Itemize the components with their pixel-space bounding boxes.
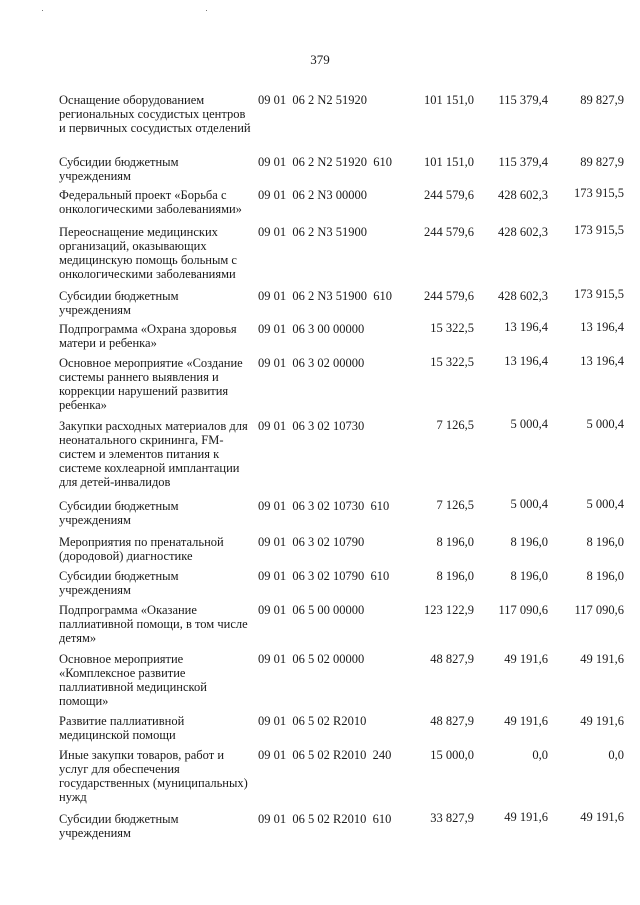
- row-code: 09 01 06 2 N3 51900: [258, 225, 368, 239]
- row-value-1: 8 196,0: [436, 535, 474, 549]
- row-name: Оснащение оборудованием региональных сосудистых центров и первичных сосудистых отделений: [59, 93, 251, 135]
- row-name: Субсидии бюджетным учреждениям: [59, 812, 179, 840]
- row-value-1: 123 122,9: [424, 603, 474, 617]
- row-name: Переоснащение медицинских организаций, оказывающих медицинскую помощь больным с онкологическими заболеваниями: [59, 225, 237, 281]
- row-code: 09 01 06 3 02 00000: [258, 356, 365, 370]
- row-value-2: 115 379,4: [498, 155, 548, 169]
- row-value-3: 5 000,4: [586, 497, 624, 511]
- row-value-1: 101 151,0: [424, 155, 474, 169]
- row-value-1: 15 322,5: [430, 321, 474, 335]
- row-code: 09 01 06 2 N3 51900 610: [258, 289, 393, 303]
- row-name: Подпрограмма «Охрана здоровья матери и ребенка»: [59, 322, 237, 350]
- row-value-1: 8 196,0: [436, 569, 474, 583]
- row-code: 09 01 06 5 02 R2010 240: [258, 748, 392, 762]
- row-value-2: 0,0: [532, 748, 548, 762]
- row-value-3: 89 827,9: [580, 93, 624, 107]
- row-code: 09 01 06 5 00 00000: [258, 603, 365, 617]
- row-code: 09 01 06 2 N3 00000: [258, 188, 368, 202]
- row-value-1: 244 579,6: [424, 289, 474, 303]
- row-name: Основное мероприятие «Комплексное развитие паллиативной медицинской помощи»: [59, 652, 207, 708]
- row-value-1: 33 827,9: [430, 811, 474, 825]
- row-value-2: 13 196,4: [504, 354, 548, 368]
- row-code: 09 01 06 3 02 10730 610: [258, 499, 390, 513]
- row-code: 09 01 06 3 00 00000: [258, 322, 365, 336]
- row-value-1: 7 126,5: [436, 498, 474, 512]
- row-code: 09 01 06 5 02 R2010: [258, 714, 367, 728]
- row-value-1: 244 579,6: [424, 188, 474, 202]
- row-value-1: 7 126,5: [436, 418, 474, 432]
- row-value-2: 428 602,3: [498, 225, 548, 239]
- row-value-3: 49 191,6: [580, 652, 624, 666]
- row-value-1: 15 322,5: [430, 355, 474, 369]
- row-code: 09 01 06 5 02 00000: [258, 652, 365, 666]
- row-value-1: 48 827,9: [430, 714, 474, 728]
- row-value-3: 8 196,0: [586, 569, 624, 583]
- row-value-2: 49 191,6: [504, 810, 548, 824]
- row-name: Основное мероприятие «Создание системы раннего выявления и коррекции нарушений развития ребенка»: [59, 356, 243, 412]
- row-name: Мероприятия по пренатальной (дородовой) диагностике: [59, 535, 224, 563]
- row-value-2: 5 000,4: [510, 497, 548, 511]
- row-value-3: 13 196,4: [580, 320, 624, 334]
- row-value-1: 48 827,9: [430, 652, 474, 666]
- row-value-2: 49 191,6: [504, 652, 548, 666]
- row-name: Субсидии бюджетным учреждениям: [59, 155, 179, 183]
- row-value-3: 89 827,9: [580, 155, 624, 169]
- row-value-2: 115 379,4: [498, 93, 548, 107]
- row-code: 09 01 06 3 02 10790: [258, 535, 365, 549]
- row-name: Субсидии бюджетным учреждениям: [59, 289, 179, 317]
- row-value-3: 13 196,4: [580, 354, 624, 368]
- row-value-3: 5 000,4: [586, 417, 624, 431]
- row-value-3: 117 090,6: [574, 603, 624, 617]
- row-value-2: 428 602,3: [498, 289, 548, 303]
- row-value-2: 117 090,6: [498, 603, 548, 617]
- page-number: 379: [310, 52, 330, 67]
- row-name: Иные закупки товаров, работ и услуг для обеспечения государственных (муниципальных) нужд: [59, 748, 248, 804]
- row-code: 09 01 06 3 02 10730: [258, 419, 365, 433]
- row-code: 09 01 06 2 N2 51920 610: [258, 155, 393, 169]
- row-code: 09 01 06 3 02 10790 610: [258, 569, 390, 583]
- row-value-2: 8 196,0: [510, 569, 548, 583]
- row-value-1: 101 151,0: [424, 93, 474, 107]
- row-name: Развитие паллиативной медицинской помощи: [59, 714, 185, 742]
- row-value-2: 13 196,4: [504, 320, 548, 334]
- row-code: 09 01 06 2 N2 51920: [258, 93, 368, 107]
- row-value-3: 173 915,5: [574, 186, 624, 200]
- row-value-2: 428 602,3: [498, 188, 548, 202]
- row-value-1: 244 579,6: [424, 225, 474, 239]
- row-value-3: 0,0: [608, 748, 624, 762]
- row-code: 09 01 06 5 02 R2010 610: [258, 812, 392, 826]
- row-name: Субсидии бюджетным учреждениям: [59, 499, 179, 527]
- scan-speck: [42, 10, 43, 11]
- row-value-1: 15 000,0: [430, 748, 474, 762]
- row-value-3: 173 915,5: [574, 287, 624, 301]
- row-value-3: 8 196,0: [586, 535, 624, 549]
- row-value-3: 49 191,6: [580, 714, 624, 728]
- row-value-2: 5 000,4: [510, 417, 548, 431]
- row-value-3: 49 191,6: [580, 810, 624, 824]
- row-name: Субсидии бюджетным учреждениям: [59, 569, 179, 597]
- scan-speck: [206, 10, 207, 11]
- row-name: Закупки расходных материалов для неонатального скрининга, FM-систем и элементов питания к системе кохлеарной имплантации для детей-инвалидов: [59, 419, 248, 489]
- row-name: Федеральный проект «Борьба с онкологическими заболеваниями»: [59, 188, 242, 216]
- row-name: Подпрограмма «Оказание паллиативной помощи, в том числе детям»: [59, 603, 248, 645]
- row-value-2: 49 191,6: [504, 714, 548, 728]
- row-value-2: 8 196,0: [510, 535, 548, 549]
- row-value-3: 173 915,5: [574, 223, 624, 237]
